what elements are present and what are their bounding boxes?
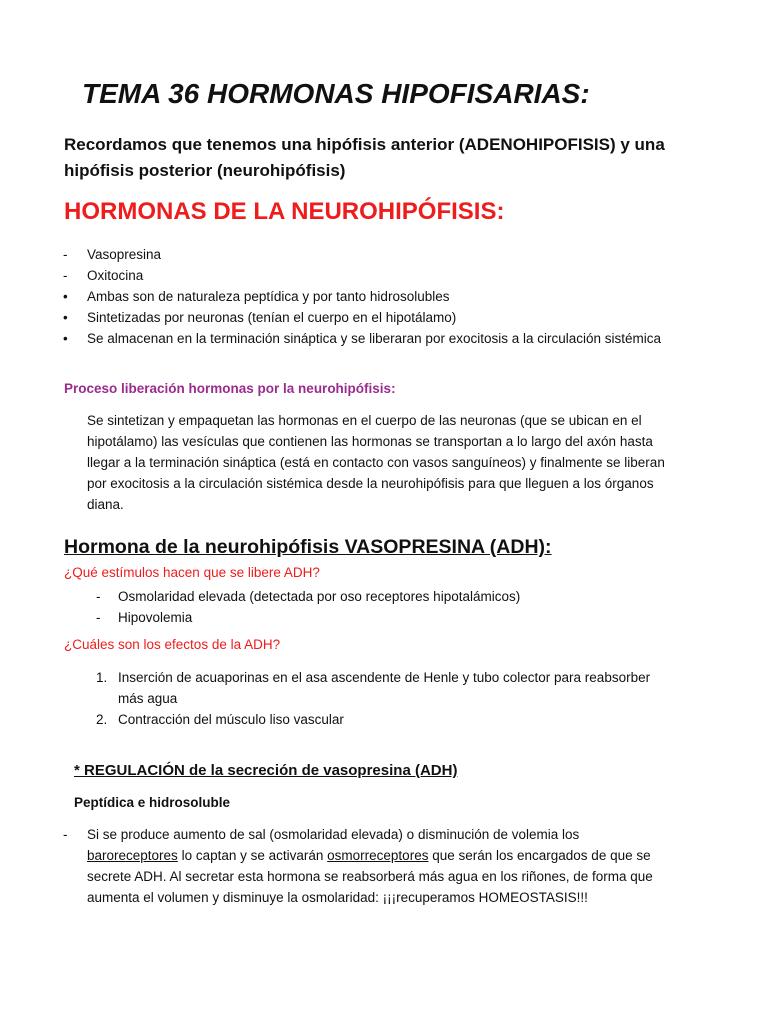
regulation-text-3: que serán los encargados de que se secrete ADH. Al secretar esta hormona se reabsorberá más agua en los riñones, de forma que aumenta el volumen y disminuye la osmolaridad: ¡¡¡recuperamos HOMEOSTASIS!!! — [87, 848, 653, 905]
list-marker: - — [63, 827, 68, 842]
effects-question: ¿Cuáles son los efectos de la ADH? — [64, 637, 281, 652]
stimuli-list — [96, 586, 678, 628]
list-item-text: Osmolaridad elevada (detectada por oso receptores hipotalámicos) — [118, 589, 521, 604]
list-item — [63, 265, 687, 286]
regulation-text-1: Si se produce aumento de sal (osmolaridad elevada) o disminución de volemia los — [87, 827, 580, 842]
adh-heading: Hormona de la neurohipófisis VASOPRESINA (ADH): — [64, 536, 552, 558]
list-item — [63, 328, 687, 349]
list-marker: 1. — [96, 670, 108, 685]
page-title: TEMA 36 HORMONAS HIPOFISARIAS: — [82, 78, 590, 109]
list-item — [96, 667, 678, 709]
list-marker: - — [63, 247, 68, 262]
intro-text: Recordamos que tenemos una hipófisis anterior (ADENOHIPOFISIS) y una hipófisis posterior (neurohipófisis) — [64, 135, 665, 180]
regulation-text-2: lo captan y se activarán — [177, 848, 328, 863]
list-item-text: Oxitocina — [87, 268, 144, 283]
list-item-text: Se almacenan en la terminación sináptica y se liberaran por exocitosis a la circulación sistémica — [87, 331, 662, 346]
list-item-text: Contracción del músculo liso vascular — [118, 712, 344, 727]
list-item-text: Ambas son de naturaleza peptídica y por tanto hidrosolubles — [87, 289, 450, 304]
list-marker: - — [96, 610, 101, 625]
list-item — [96, 586, 678, 607]
list-marker: - — [96, 589, 101, 604]
regulation-subheading: Peptídica e hidrosoluble — [74, 795, 231, 810]
list-item-text: Sintetizadas por neuronas (tenían el cuerpo en el hipotálamo) — [87, 310, 457, 325]
regulation-paragraph — [63, 824, 667, 908]
list-item — [63, 286, 687, 307]
list-item — [63, 307, 687, 328]
process-paragraph: Se sintetizan y empaquetan las hormonas en el cuerpo de las neuronas (que se ubican en el hipotálamo) las vesículas que contienen las hormonas se transportan a lo largo del axón hasta llegar a la terminación sináptica (está en contacto con vasos sanguíneos) y finalmente se liberan por exocitosis a la circulación sistémica desde la neurohipófisis para que lleguen a los órganos diana. — [87, 413, 665, 512]
osmorreceptores-term: osmorreceptores — [327, 848, 429, 863]
list-item — [63, 244, 687, 265]
list-item-text: Hipovolemia — [118, 610, 193, 625]
neurohypophysis-list — [63, 244, 687, 349]
list-marker: • — [63, 289, 68, 304]
list-item — [96, 709, 678, 730]
effects-list — [96, 667, 678, 730]
list-item-text: Inserción de acuaporinas en el asa ascendente de Henle y tubo colector para reabsorber más agua — [118, 670, 651, 706]
list-item-text: Vasopresina — [87, 247, 162, 262]
list-marker: 2. — [96, 712, 108, 727]
list-marker: - — [63, 268, 68, 283]
list-marker: • — [63, 331, 68, 346]
list-marker: • — [63, 310, 68, 325]
regulation-heading: * REGULACIÓN de la secreción de vasopresina (ADH) — [74, 762, 458, 779]
stimuli-question: ¿Qué estímulos hacen que se libere ADH? — [64, 565, 320, 580]
list-item — [96, 607, 678, 628]
process-heading: Proceso liberación hormonas por la neurohipófisis: — [64, 381, 396, 396]
neurohypophysis-heading: HORMONAS DE LA NEUROHIPÓFISIS: — [64, 198, 505, 225]
baroreceptores-term: baroreceptores — [87, 848, 178, 863]
